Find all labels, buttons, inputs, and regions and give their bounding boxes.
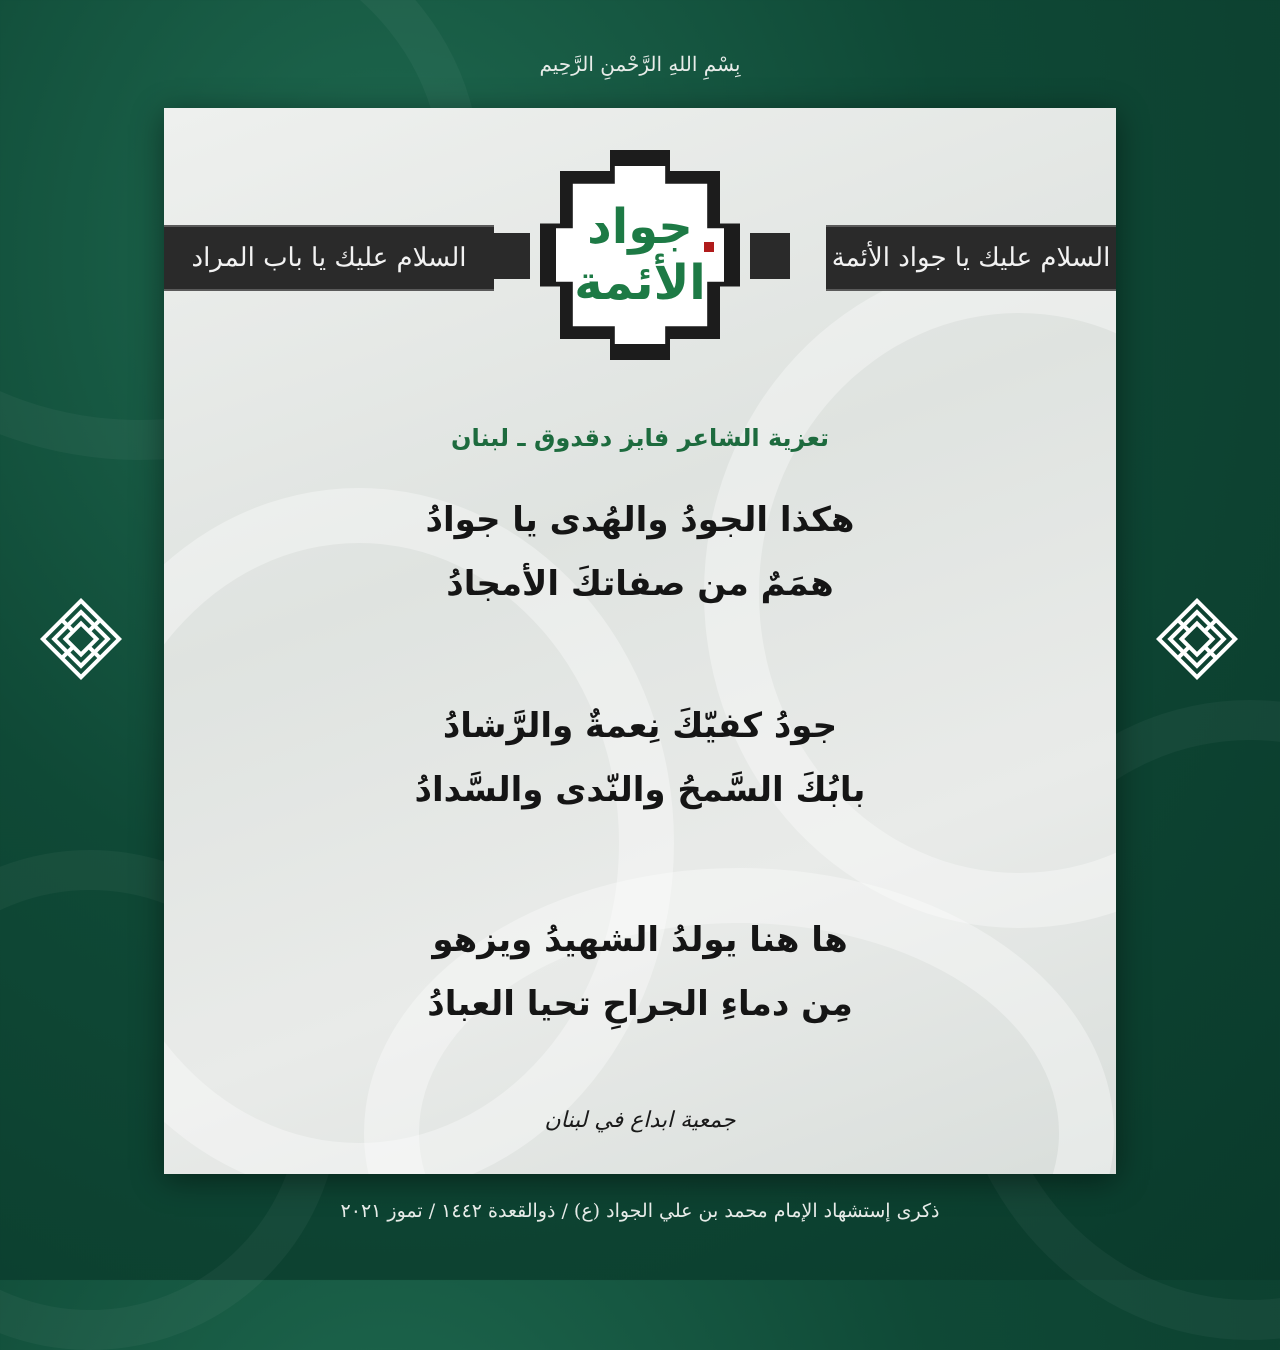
emblem-line2: الأئمة — [574, 255, 706, 311]
verse-1: هكذا الجودُ والهُدى يا جوادُ — [425, 500, 855, 540]
signature: جمعية ابداع في لبنان — [544, 1108, 736, 1133]
footer-caption: ذكرى إستشهاد الإمام محمد بن علي الجواد (ع) / ذوالقعدة ١٤٤٢ / تموز ٢٠٢١ — [340, 1200, 940, 1222]
emblem — [520, 130, 760, 380]
verse-4: بابُكَ السَّمحُ والنّدى والسَّدادُ — [414, 770, 866, 810]
author-line: تعزية الشاعر فايز دقدوق ـ لبنان — [450, 424, 830, 452]
banner-left-text: السلام عليك يا باب المراد — [191, 243, 467, 273]
basmala: بِسْمِ اللهِ الرَّحْمنِ الرَّحِيم — [539, 52, 741, 76]
kufic-square-ornament-right-icon — [1156, 598, 1238, 680]
verse-3: جودُ كفيّكَ نِعمةٌ والرَّشادُ — [442, 706, 838, 746]
emblem-line1: جواد — [587, 199, 693, 255]
verse-2: همَمٌ من صفاتكَ الأمجادُ — [446, 564, 834, 604]
verse-6: مِن دماءِ الجراحِ تحيا العبادُ — [427, 984, 853, 1024]
verse-5: ها هنا يولدُ الشهيدُ ويزهو — [432, 920, 848, 960]
poem-card — [164, 108, 1116, 1174]
banner-left — [164, 225, 494, 291]
banner-right — [826, 225, 1116, 291]
kufic-square-ornament-left-icon — [40, 598, 122, 680]
emblem-text — [570, 188, 710, 322]
banner-right-text: السلام عليك يا جواد الأئمة — [831, 243, 1111, 273]
emblem-mark — [704, 242, 714, 252]
